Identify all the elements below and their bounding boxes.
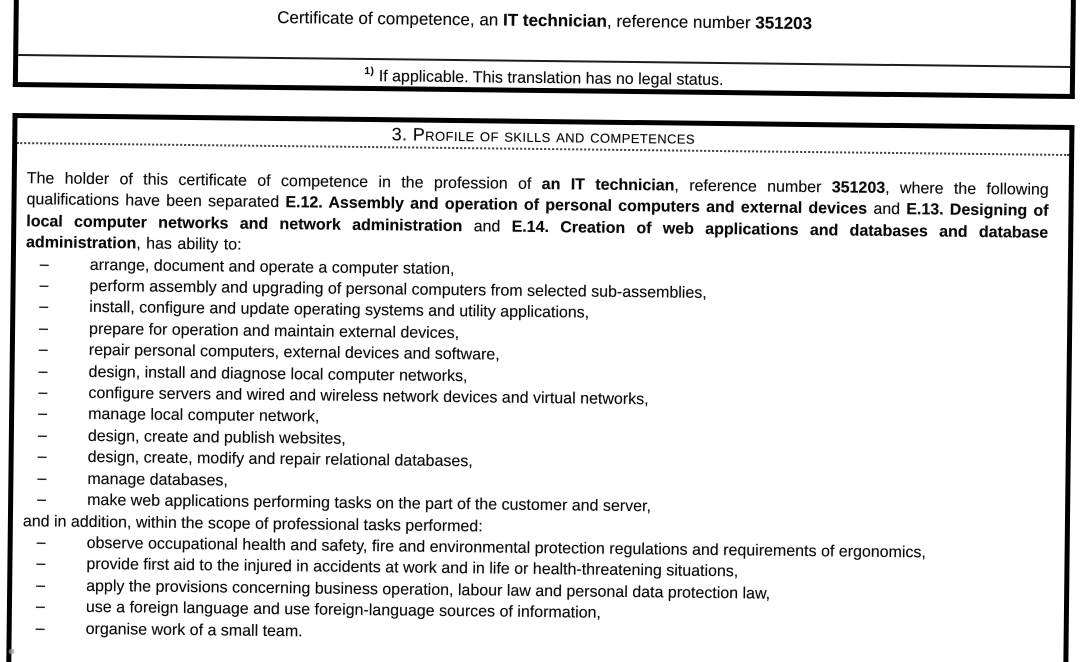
ability-text: arrange, document and operate a computer station, <box>89 256 455 278</box>
intro-paragraph <box>26 168 1049 265</box>
dash-bullet: – <box>37 448 47 466</box>
text-segment: and <box>462 217 512 236</box>
text-segment: , reference number <box>674 177 832 197</box>
section-heading-text: 3. Profile of skills and competences <box>391 124 696 148</box>
ability-text: install, configure and update operating systems and utility applications, <box>89 299 590 322</box>
ability-text: design, install and diagnose local computer networks, <box>88 363 468 385</box>
ability-text: manage databases, <box>87 470 229 490</box>
text-segment: and <box>867 201 907 219</box>
ability-text: design, create and publish websites, <box>87 427 346 448</box>
dash-bullet: – <box>38 405 48 423</box>
dash-bullet: – <box>36 555 46 573</box>
abilities-list <box>23 254 1048 522</box>
ability-text: observe occupational health and safety, fire and environmental protection regulations and requirements of ergonomics, <box>86 534 927 562</box>
ability-text: configure servers and wired and wireless network devices and virtual networks, <box>88 384 649 409</box>
additional-abilities-list <box>22 532 1045 651</box>
ability-text: provide first aid to the injured in accidents at work and in life or health-threatening situations, <box>86 556 739 581</box>
dash-bullet: – <box>35 619 45 637</box>
dash-bullet: – <box>39 298 49 316</box>
footnote-text: If applicable. This translation has no legal status. <box>374 68 724 90</box>
footnote-marker: 1) <box>364 65 375 78</box>
ability-text: apply the provisions concerning business operation, labour law and personal data protection law, <box>86 577 771 603</box>
dash-bullet: – <box>37 469 47 488</box>
text-segment: E.12. Assembly and operation of personal computers and external devices <box>285 194 868 219</box>
ability-text: design, create, modify and repair relational databases, <box>87 449 473 471</box>
ability-text: use a foreign language and use foreign-language sources of information, <box>85 598 602 622</box>
addition-line: and in addition, within the scope of professional tasks performed: <box>22 512 483 535</box>
ability-text: prepare for operation and maintain external devices, <box>88 320 460 342</box>
dash-bullet: – <box>39 255 49 274</box>
text-segment: , where the following qualifications have been separated <box>26 179 1049 212</box>
ability-text: make web applications performing tasks on the part of the customer and server, <box>87 491 652 516</box>
text-segment: an IT technician <box>541 175 675 195</box>
text-segment: 351203 <box>755 13 813 34</box>
ability-text: repair personal computers, external devices and software, <box>88 342 500 364</box>
section-body <box>11 144 1069 662</box>
text-segment: 351203 <box>831 179 886 197</box>
dash-bullet: – <box>38 384 48 402</box>
title-box <box>13 0 1076 99</box>
text-segment: IT technician <box>502 10 608 31</box>
dash-bullet: – <box>36 577 46 595</box>
ability-text: perform assembly and upgrading of personal computers from selected sub-assemblies, <box>89 277 707 302</box>
dash-bullet: – <box>37 427 47 445</box>
ability-text: manage local computer network, <box>88 406 320 426</box>
text-segment: , reference number <box>606 11 756 33</box>
skills-section-box <box>6 113 1075 662</box>
dash-bullet: – <box>38 362 48 381</box>
ability-text: organise work of a small team. <box>85 620 303 640</box>
scan-artifact <box>7 648 16 655</box>
dash-bullet: – <box>36 534 46 552</box>
dash-bullet: – <box>39 277 49 295</box>
certificate-title-text <box>277 8 812 33</box>
dash-bullet: – <box>38 341 48 359</box>
scan-skew-wrapper <box>6 0 1076 662</box>
text-segment: E.13. Designing of local computer networks and network administration <box>26 201 1049 235</box>
text-segment: The holder of this certificate of competence in the profession of <box>26 170 542 193</box>
dash-bullet: – <box>39 320 49 338</box>
text-segment: , has ability to: <box>136 235 242 254</box>
dash-bullet: – <box>37 491 47 509</box>
text-segment: E.14. Creation of web applications and databases and database administration <box>25 218 1049 253</box>
text-segment: Certificate of competence, an <box>277 7 504 30</box>
dash-bullet: – <box>35 598 45 616</box>
